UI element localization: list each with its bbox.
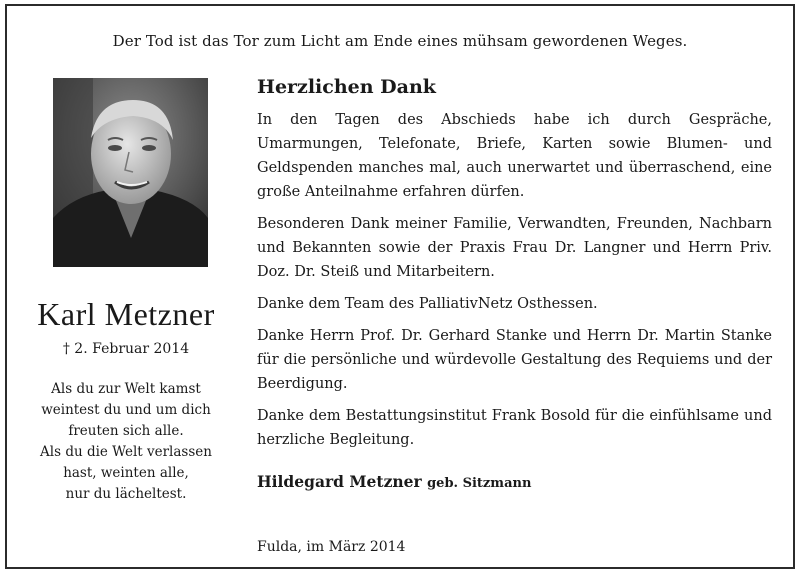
portrait-photo [53,78,208,267]
poem-line: nur du lächeltest. [65,486,187,502]
left-column [7,78,245,505]
deceased-name: Karl Metzner [37,296,215,332]
place-date: Fulda, im März 2014 [257,539,406,555]
thanks-paragraph: Danke dem Bestattungsinstitut Frank Bosold für die einfühlsame und herzliche Begleitung. [257,408,772,448]
signer-birth-name: geb. Sitzmann [427,476,532,491]
thanks-paragraph: Besonderen Dank meiner Familie, Verwandten, Freunden, Nachbarn und Bekannten sowie der Praxis Frau Dr. Langner und Herrn Priv. Doz. Dr. Steiß und Mitarbeitern. [257,216,772,280]
poem-line: Als du die Welt verlassen [40,444,212,460]
death-date: † 2. Februar 2014 [62,341,190,357]
motto: Der Tod ist das Tor zum Licht am Ende eines mühsam gewordenen Weges. [112,32,688,50]
poem [7,379,245,505]
signer [257,472,772,491]
poem-line: hast, weinten alle, [63,465,189,481]
signer-name: Hildegard Metzner [257,472,422,491]
poem-line: Als du zur Welt kamst [51,381,201,397]
thanks-heading: Herzlichen Dank [257,76,436,98]
right-column [257,76,772,491]
poem-line: weintest du und um dich [41,402,211,418]
obituary-notice [5,4,795,569]
thanks-paragraph: Danke Herrn Prof. Dr. Gerhard Stanke und Herrn Dr. Martin Stanke für die persönliche und würdevolle Gestaltung des Requiems und der Beerdigung. [257,328,772,392]
thanks-paragraph: In den Tagen des Abschieds habe ich durch Gespräche, Umarmungen, Telefonate, Briefe, Karten sowie Blumen- und Geldspenden manches mal, auch unerwartet und überraschend, eine große Anteilnahme erfahren dürfen. [257,112,772,200]
poem-line: freuten sich alle. [68,423,184,439]
thanks-paragraph: Danke dem Team des PalliativNetz Osthessen. [257,296,598,312]
